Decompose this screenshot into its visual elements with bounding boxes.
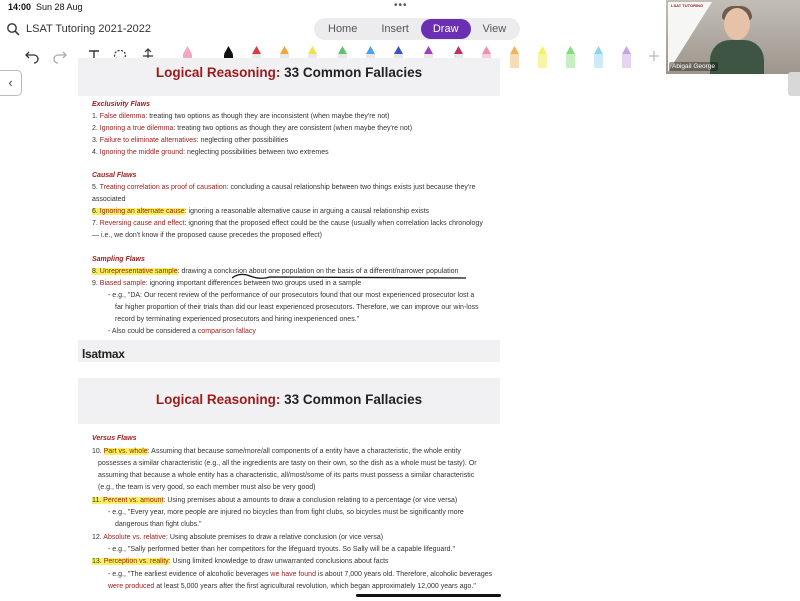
- participant-shirt: [710, 40, 764, 74]
- ink-underline: [230, 272, 470, 280]
- page1-banner-title: [78, 65, 500, 80]
- tab-view[interactable]: View: [482, 23, 507, 35]
- highlighter-body: [622, 54, 631, 68]
- sub-bullet: - e.g., "Every year, more people are injured no bicycles than from fight clubs, so bicycles must be significantly more: [108, 509, 464, 516]
- list-item: 12. Absolute vs. relative: Using absolute premises to draw a relative conclusion (or vice versa): [92, 534, 384, 541]
- highlighter-body: [594, 54, 603, 68]
- versus-heading: Versus Flaws: [92, 435, 137, 442]
- multitasking-dots[interactable]: •••: [394, 0, 408, 11]
- page2-banner-title: [78, 392, 500, 407]
- sub-bullet-cont: record by terminating experienced prosecutors and hiring inexperienced ones.": [115, 316, 360, 323]
- highlighter-tool[interactable]: [622, 46, 631, 68]
- highlighter-tip: [538, 46, 547, 54]
- sub-bullet-cont: dangerous than fight clubs.": [115, 521, 202, 528]
- tab-draw[interactable]: Draw: [421, 19, 471, 39]
- status-date: Sun 28 Aug: [36, 2, 83, 12]
- participant-face: [724, 8, 750, 40]
- ribbon-tabs: [314, 18, 520, 40]
- exclusivity-heading: Exclusivity Flaws: [92, 101, 150, 108]
- back-button[interactable]: ‹: [0, 70, 22, 96]
- sub-bullet-cont: were produced at least 5,000 years after the first agricultural revolution, which began approximately 12,000 years ago.": [108, 583, 476, 590]
- home-indicator[interactable]: [356, 594, 501, 597]
- pen-tip: [252, 46, 261, 54]
- list-item-cont: possesses a similar characteristic (e.g., all the ingredients are tasty on their own, so the dish as a whole must be tasty). Or: [98, 460, 477, 467]
- page-footer: [78, 340, 500, 362]
- sub-bullet: - e.g., "Sally performed better than her competitors for the lifeguard tryouts. So Sally will be a capable lifeguard.": [108, 546, 455, 553]
- page2-banner: [78, 378, 500, 424]
- highlighter-tip: [510, 46, 519, 54]
- list-item: associated: [92, 196, 126, 203]
- highlighter-tip: [594, 46, 603, 54]
- highlighter-tip: [482, 46, 491, 54]
- list-item: 4. Ignoring the middle ground: neglecting possibilities between two extremes: [92, 149, 329, 156]
- list-item: 5. Treating correlation as proof of causation: concluding a causal relationship between two things exists just because they're: [92, 184, 476, 191]
- video-call-tile[interactable]: [666, 0, 800, 74]
- list-item-cont: assuming that because a whole entity has a characteristic, all/most/some of its parts must possess a similar characteristic: [98, 472, 475, 479]
- pen-tip: [394, 46, 403, 54]
- list-item: 6. Ignoring an alternate cause: ignoring a reasonable alternative cause in arguing a causal relationship exists: [92, 208, 430, 215]
- list-item: 8. Unrepresentative sample: drawing a conclusion about one population on the basis of a different/narrower population: [92, 268, 459, 275]
- list-item-cont: (e.g., the team is very good, so each member must also be very good): [98, 484, 316, 491]
- pen-tip: [338, 46, 347, 54]
- highlighter-tip: [622, 46, 631, 54]
- list-item: 3. Failure to eliminate alternatives: neglecting other possibilities: [92, 137, 289, 144]
- list-item: 13. Perception vs. reality: Using limited knowledge to draw unwarranted conclusions about facts: [92, 558, 389, 565]
- banner-title-black: 33 Common Fallacies: [280, 392, 423, 407]
- highlighter-body: [566, 54, 575, 68]
- page1-banner: [78, 58, 500, 96]
- status-time: 14:00: [8, 2, 32, 12]
- sampling-heading: Sampling Flaws: [92, 256, 145, 263]
- document-title: LSAT Tutoring 2021-2022: [26, 23, 151, 35]
- highlighter-body: [538, 54, 547, 68]
- list-item: 7. Reversing cause and effect: ignoring that the proposed effect could be the cause (usually when correlation lacks chronology: [92, 220, 483, 227]
- lsatmax-logo: lsatmax: [82, 347, 125, 361]
- list-item: 9. Biased sample: ignoring important differences between two groups used in a sample: [92, 280, 362, 287]
- highlighter-tip: [566, 46, 575, 54]
- sub-bullet: - e.g., "DA: Our recent review of the performance of our prosecutors found that our most experienced prosecutor lost a: [108, 292, 475, 299]
- side-scroll-handle[interactable]: [788, 72, 800, 96]
- undo-icon[interactable]: [24, 48, 40, 64]
- sub-bullet: - Also could be considered a comparison fallacy: [108, 328, 256, 335]
- list-item: 10. Part vs. whole: Assuming that because some/more/all components of a entity have a characteristic, the whole entity: [92, 448, 461, 455]
- sub-bullet: - e.g., "The earliest evidence of alcoholic beverages we have found is about 7,000 years old. Therefore, alcoholic beverages: [108, 571, 493, 578]
- highlighter-body: [510, 54, 519, 68]
- pen-tip: [424, 46, 433, 54]
- highlighter-tool[interactable]: [566, 46, 575, 68]
- highlighter-tool[interactable]: [538, 46, 547, 68]
- list-item: 2. Ignoring a true dilemma: treating two options as though they are consistent (when maybe they're not): [92, 125, 413, 132]
- add-pen-icon[interactable]: [646, 48, 662, 64]
- banner-title-black: 33 Common Fallacies: [280, 65, 423, 80]
- list-item: — i.e., we don't know if the proposed cause precedes the proposed effect): [92, 232, 323, 239]
- pen-tip: [183, 46, 192, 54]
- causal-heading: Causal Flaws: [92, 172, 137, 179]
- highlighter-tool[interactable]: [594, 46, 603, 68]
- banner-title-red: Logical Reasoning:: [155, 65, 281, 80]
- video-wall-poster-text: LSAT TUTORING: [671, 3, 704, 8]
- list-item: 1. False dilemma: treating two options as though they are inconsistent (when maybe they're not): [92, 113, 390, 120]
- pen-tip: [366, 46, 375, 54]
- tab-home[interactable]: Home: [328, 23, 358, 35]
- search-icon[interactable]: [6, 22, 20, 36]
- tab-insert[interactable]: Insert: [381, 23, 409, 35]
- pen-tip: [280, 46, 289, 54]
- banner-title-red: Logical Reasoning:: [155, 392, 281, 407]
- sub-bullet-cont: far higher proportion of their trials than did our least experienced prosecutors. Therefore, we can improve our win-loss: [115, 304, 479, 311]
- pen-tip: [224, 46, 233, 54]
- list-item: 11. Percent vs. amount: Using premises about a amounts to draw a conclusion relating to a percentage (or vice versa): [92, 497, 458, 504]
- highlighter-tool[interactable]: [510, 46, 519, 68]
- participant-name: Abigail George: [669, 62, 718, 71]
- pen-tip: [454, 46, 463, 54]
- pen-tip: [308, 46, 317, 54]
- redo-icon[interactable]: [52, 48, 68, 64]
